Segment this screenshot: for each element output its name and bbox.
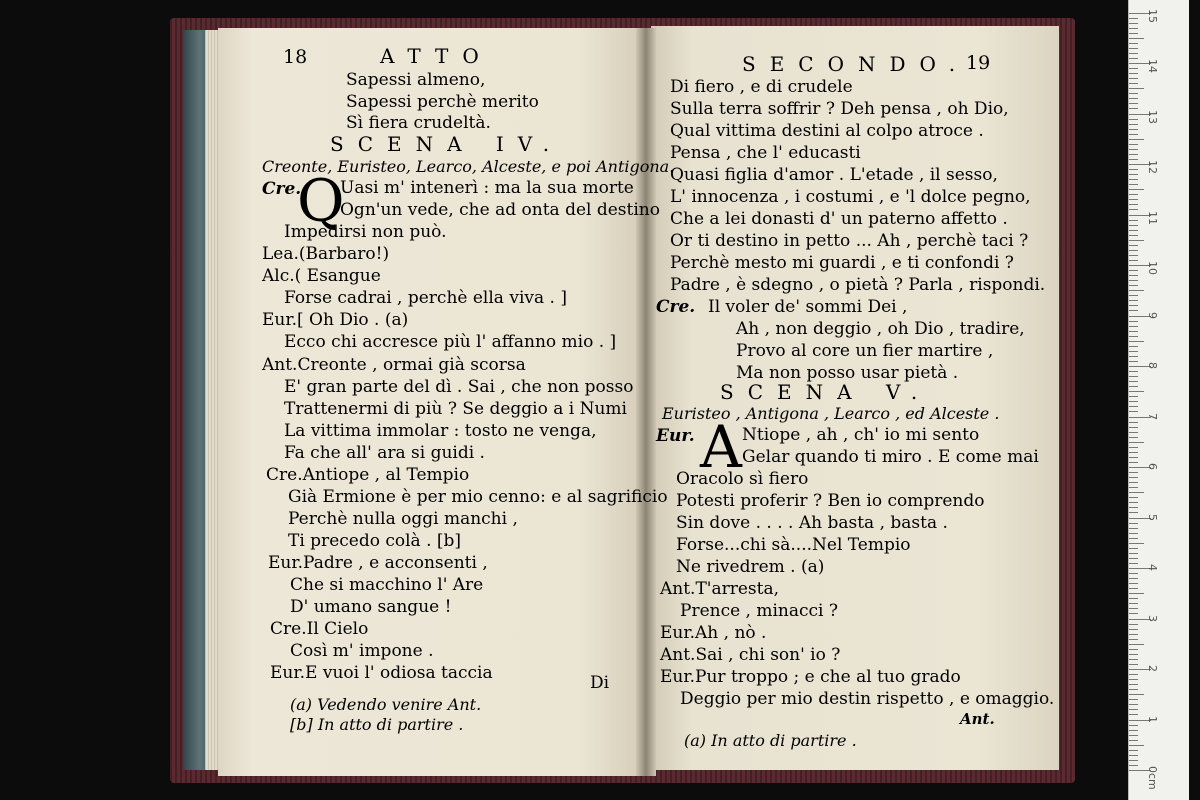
catchword: Di (590, 673, 610, 693)
ruler-label: 7 (1146, 412, 1159, 420)
text-line: Uasi m' intenerì : ma la sua morte (340, 178, 634, 198)
ruler-tick (1129, 740, 1138, 741)
ruler-label: 6 (1146, 463, 1159, 470)
ruler-tick (1129, 452, 1138, 453)
ruler-label: 13 (1146, 109, 1159, 124)
ruler-tick (1129, 523, 1138, 524)
ruler-tick (1129, 376, 1138, 377)
ruler-tick (1129, 684, 1138, 685)
ruler-tick (1129, 507, 1138, 508)
ruler-tick (1129, 88, 1144, 89)
ruler-tick (1129, 750, 1138, 751)
gutter (636, 28, 656, 776)
ruler-tick (1129, 553, 1138, 554)
ruler-tick (1129, 250, 1138, 251)
ruler-tick (1129, 33, 1138, 34)
text-line: Sulla terra soffrir ? Deh pensa , oh Dio, (670, 99, 1009, 119)
ruler-tick (1129, 699, 1138, 700)
ruler-tick (1129, 381, 1138, 382)
ruler-tick (1129, 654, 1138, 655)
text-line: Eur.Pur troppo ; e che al tuo grado (660, 667, 961, 687)
ruler-tick (1129, 255, 1138, 256)
text-line: Oracolo sì fiero (676, 469, 809, 489)
text-line: Or ti destino in petto ... Ah , perchè taci ? (670, 231, 1029, 251)
ruler-tick (1129, 78, 1138, 79)
ruler-tick (1129, 305, 1138, 306)
ruler-tick (1129, 144, 1138, 145)
ruler-tick (1129, 230, 1138, 231)
ruler-tick (1129, 346, 1138, 347)
ruler-tick (1129, 134, 1138, 135)
text-line: Ant.T'arresta, (660, 579, 780, 599)
ruler-tick (1129, 543, 1144, 544)
footnote: (a) In atto di partire . (684, 731, 857, 750)
text-line: Sapessi perchè merito (346, 92, 539, 112)
ruler-tick (1129, 422, 1138, 423)
ruler-tick (1129, 290, 1144, 291)
ruler-tick (1129, 679, 1138, 680)
ruler-tick (1129, 336, 1138, 337)
text-line: Ntiope , ah , ch' io mi sento (742, 425, 980, 445)
ruler-tick (1129, 462, 1138, 463)
ruler-tick (1129, 608, 1138, 609)
text-line: Fa che all' ara si guidi . (284, 443, 485, 463)
ruler-tick (1129, 603, 1138, 604)
ruler-tick (1129, 613, 1138, 614)
ruler-tick (1129, 361, 1138, 362)
ruler-tick (1129, 694, 1144, 695)
ruler-tick (1129, 704, 1138, 705)
text-line: Che si macchino l' Are (290, 575, 484, 595)
footnote: [b] In atto di partire . (290, 715, 464, 734)
ruler-tick (1129, 548, 1138, 549)
left-running-head: ATTO (380, 44, 493, 68)
text-line: Sin dove . . . . Ah basta , basta . (676, 513, 948, 533)
ruler-tick (1129, 204, 1138, 205)
ruler-tick (1129, 533, 1138, 534)
ruler-tick (1129, 644, 1144, 645)
ruler-tick (1129, 285, 1138, 286)
text-line: Di fiero , e di crudele (670, 77, 853, 97)
ruler-tick (1129, 260, 1138, 261)
ruler-tick (1129, 760, 1138, 761)
ruler-label: 2 (1146, 665, 1159, 672)
ruler-tick (1129, 634, 1138, 635)
ruler-tick (1129, 598, 1138, 599)
ruler-tick (1129, 139, 1144, 140)
text-line: Eur.[ Oh Dio . (a) (262, 310, 409, 330)
ruler-tick (1129, 53, 1138, 54)
text-line: Cre.Antiope , al Tempio (266, 465, 470, 485)
speaker-tag: Eur. (656, 426, 695, 446)
ruler-tick (1129, 310, 1138, 311)
ruler-tick (1129, 730, 1138, 731)
ruler-tick (1129, 629, 1138, 630)
ruler-tick (1129, 427, 1138, 428)
ruler-tick (1129, 765, 1138, 766)
ruler-tick (1129, 38, 1144, 39)
text-line: Ecco chi accresce più l' affanno mio . ] (284, 332, 617, 352)
measurement-ruler (1128, 0, 1189, 800)
ruler-tick (1129, 487, 1138, 488)
ruler-tick (1129, 321, 1138, 322)
text-line: Qual vittima destini al colpo atroce . (670, 121, 984, 141)
ruler-tick (1129, 280, 1138, 281)
ruler-label: 1 (1146, 715, 1159, 723)
ruler-tick (1129, 538, 1138, 539)
text-line: Eur.Ah , nò . (660, 623, 767, 643)
ruler-tick (1129, 48, 1138, 49)
text-line: Impedirsi non può. (284, 222, 447, 242)
text-line: Ogn'un vede, che ad onta del destino (340, 200, 660, 220)
ruler-tick (1129, 411, 1138, 412)
ruler-tick (1129, 124, 1138, 125)
ruler-tick (1129, 406, 1138, 407)
ruler-tick (1129, 73, 1138, 74)
text-line: Cre.Il Cielo (270, 619, 369, 639)
text-line: Prence , minacci ? (680, 601, 839, 621)
ruler-tick (1129, 492, 1144, 493)
ruler-label: 11 (1146, 210, 1159, 225)
right-running-head: SECONDO. (742, 52, 970, 76)
left-page-number: 18 (283, 46, 308, 68)
speaker-tag: Cre. (656, 297, 696, 317)
text-line: Così m' impone . (290, 641, 434, 661)
character-list: Euristeo , Antigona , Learco , ed Alceste . (662, 404, 1000, 423)
ruler-tick (1129, 573, 1138, 574)
ruler-label: 5 (1146, 513, 1159, 521)
ruler-tick (1129, 240, 1144, 241)
ruler-tick (1129, 58, 1138, 59)
ruler-tick (1129, 447, 1138, 448)
scene-heading: SCENA V. (720, 380, 932, 404)
drop-cap: Q (297, 167, 345, 235)
text-line: Che a lei donasti d' un paterno affetto . (670, 209, 1008, 229)
ruler-tick (1129, 649, 1138, 650)
ruler-tick (1129, 184, 1138, 185)
ruler-tick (1129, 209, 1138, 210)
ruler-tick (1129, 43, 1138, 44)
ruler-tick (1129, 482, 1138, 483)
ruler-tick (1129, 341, 1144, 342)
ruler-tick (1129, 588, 1138, 589)
text-line: Pensa , che l' educasti (670, 143, 861, 163)
text-line: Forse cadrai , perchè ella viva . ] (284, 288, 567, 308)
ruler-tick (1129, 563, 1138, 564)
ruler-tick (1129, 401, 1138, 402)
ruler-tick (1129, 270, 1138, 271)
ruler-tick (1129, 326, 1138, 327)
ruler-tick (1129, 578, 1138, 579)
text-line: Provo al core un fier martire , (736, 341, 994, 361)
text-line: Perchè nulla oggi manchi , (288, 509, 518, 529)
text-line: Eur.Padre , e acconsenti , (268, 553, 488, 573)
text-line: Ti precedo colà . [b] (288, 531, 462, 551)
text-line: Alc.( Esangue (262, 266, 381, 286)
ruler-tick (1129, 624, 1138, 625)
ruler-label: 8 (1146, 362, 1159, 369)
ruler-tick (1129, 154, 1138, 155)
ruler-tick (1129, 745, 1144, 746)
ruler-tick (1129, 714, 1138, 715)
ruler-tick (1129, 442, 1144, 443)
ruler-tick (1129, 477, 1138, 478)
drop-cap: A (700, 413, 742, 481)
text-line: Forse...chi sà....Nel Tempio (676, 535, 911, 555)
ruler-tick (1129, 593, 1144, 594)
ruler-tick (1129, 18, 1138, 19)
ruler-tick (1129, 351, 1138, 352)
text-line: Ne rivedrem . (a) (676, 557, 825, 577)
text-line: Perchè mesto mi guardi , e ti confondi ? (670, 253, 1014, 273)
ruler-tick (1129, 331, 1138, 332)
ruler-tick (1129, 300, 1138, 301)
ruler-tick (1129, 755, 1138, 756)
ruler-tick (1129, 457, 1138, 458)
ruler-tick (1129, 68, 1138, 69)
text-line: Deggio per mio destin rispetto , e omaggio. (680, 689, 1055, 709)
speaker-tag: Cre. (262, 179, 302, 199)
ruler-tick (1129, 709, 1138, 710)
ruler-label: 15 (1146, 8, 1159, 23)
ruler-label: 4 (1146, 564, 1159, 571)
ruler-tick (1129, 512, 1138, 513)
ruler-tick (1129, 664, 1138, 665)
ruler-tick (1129, 391, 1144, 392)
text-line: La vittima immolar : tosto ne venga, (284, 421, 597, 441)
ruler-tick (1129, 386, 1138, 387)
ruler-tick (1129, 497, 1138, 498)
ruler-tick (1129, 194, 1138, 195)
text-line: Ah , non deggio , oh Dio , tradire, (736, 319, 1025, 339)
ruler-tick (1129, 28, 1138, 29)
text-line: Gelar quando ti miro . E come mai (742, 447, 1039, 467)
ruler-tick (1129, 245, 1138, 246)
ruler-tick (1129, 108, 1138, 109)
ruler-tick (1129, 189, 1144, 190)
ruler-tick (1129, 725, 1138, 726)
ruler-tick (1129, 659, 1138, 660)
ruler-tick (1129, 169, 1138, 170)
text-line: Il voler de' sommi Dei , (708, 297, 908, 317)
ruler-tick (1129, 583, 1138, 584)
ruler-label: 12 (1146, 160, 1159, 174)
ruler-tick (1129, 432, 1138, 433)
ruler-tick (1129, 502, 1138, 503)
right-page-number: 19 (966, 52, 991, 74)
text-line: D' umano sangue ! (290, 597, 452, 617)
ruler-label: 14 (1146, 59, 1159, 73)
ruler-tick (1129, 83, 1138, 84)
ruler-tick (1129, 225, 1138, 226)
ruler-label: 3 (1146, 614, 1159, 622)
ruler-tick (1129, 93, 1138, 94)
ruler-tick (1129, 472, 1138, 473)
catchword: Ant. (960, 710, 995, 728)
text-line: Ma non posso usar pietà . (736, 363, 959, 383)
ruler-tick (1129, 159, 1138, 160)
footnote: (a) Vedendo venire Ant. (290, 695, 482, 714)
ruler-tick (1129, 179, 1138, 180)
ruler-tick (1129, 119, 1138, 120)
ruler-tick (1129, 295, 1138, 296)
ruler-tick (1129, 396, 1138, 397)
ruler-tick (1129, 103, 1138, 104)
ruler-label: 10 (1146, 261, 1159, 275)
ruler-tick (1129, 275, 1138, 276)
text-line: Sapessi almeno, (346, 70, 486, 90)
text-line: Già Ermione è per mio cenno: e al sagrificio (288, 487, 668, 507)
ruler-tick (1129, 23, 1138, 24)
scene-heading: SCENA IV. (330, 132, 564, 156)
ruler-tick (1129, 437, 1138, 438)
ruler-tick (1129, 528, 1138, 529)
ruler-tick (1129, 371, 1138, 372)
character-list: Creonte, Euristeo, Learco, Alceste, e poi Antigona. (262, 157, 675, 176)
text-line: Padre , è sdegno , o pietà ? Parla , rispondi. (670, 275, 1046, 295)
ruler-tick (1129, 689, 1138, 690)
ruler-tick (1129, 220, 1138, 221)
ruler-tick (1129, 199, 1138, 200)
text-line: Eur.E vuoi l' odiosa taccia (270, 663, 493, 683)
ruler-tick (1129, 356, 1138, 357)
text-line: Trattenermi di più ? Se deggio a i Numi (284, 399, 627, 419)
text-line: Ant.Creonte , ormai già scorsa (262, 355, 526, 375)
text-line: Lea.(Barbaro!) (262, 244, 390, 264)
ruler-tick (1129, 129, 1138, 130)
text-line: E' gran parte del dì . Sai , che non posso (284, 377, 634, 397)
ruler-tick (1129, 558, 1138, 559)
text-line: L' innocenza , i costumi , e 'l dolce pegno, (670, 187, 1031, 207)
ruler-tick (1129, 235, 1138, 236)
ruler-label: 9 (1146, 311, 1159, 319)
ruler-tick (1129, 98, 1138, 99)
text-line: Sì fiera crudeltà. (346, 113, 491, 133)
ruler-tick (1129, 674, 1138, 675)
ruler-tick (1129, 735, 1138, 736)
ruler-tick (1129, 149, 1138, 150)
text-line: Quasi figlia d'amor . L'etade , il sesso, (670, 165, 998, 185)
text-line: Ant.Sai , chi son' io ? (660, 645, 841, 665)
ruler-tick (1129, 639, 1138, 640)
text-line: Potesti proferir ? Ben io comprendo (676, 491, 985, 511)
ruler-tick (1129, 174, 1138, 175)
ruler-label: 0cm (1146, 766, 1159, 790)
